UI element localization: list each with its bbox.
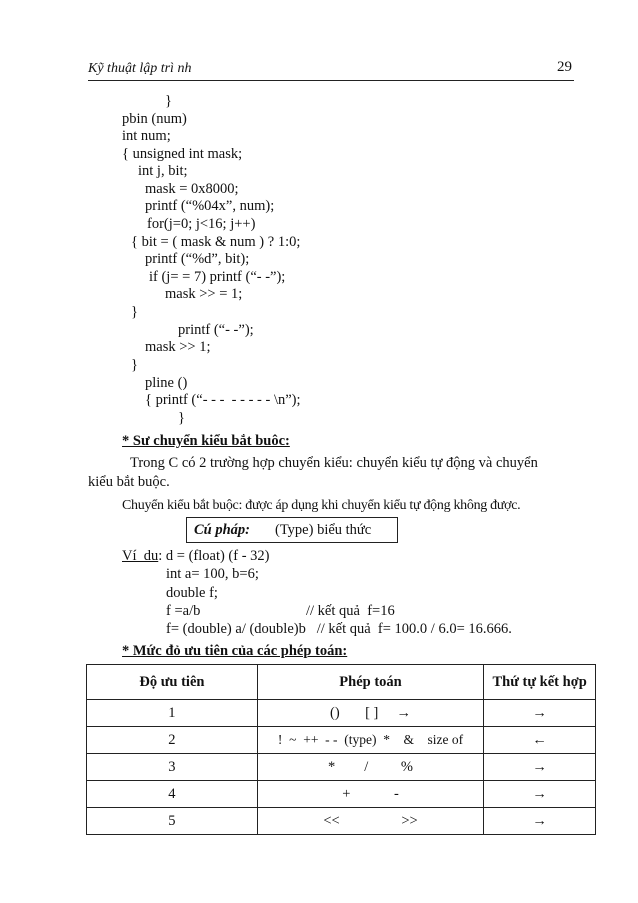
code-line: if (j= = 7) printf (“- -”); [149,269,286,285]
section-heading: * Mức đỏ ưu tiên của các phép toán: [122,643,348,659]
column-header: Phép toán [257,665,483,700]
table-row [87,808,596,835]
code-line: printf (“%d”, bit); [145,251,250,267]
code-line: int num; [122,128,171,144]
page-number: 29 [557,59,572,75]
operators-cell: ! ~ ++ - - (type) * & size of [257,727,483,754]
operators-cell: () [ ] → [257,700,483,727]
code-line: { printf (“- - - - - - - - \n”); [145,392,301,408]
paragraph-line: Chuyển kiểu bắt buộc: được áp dụng khi chuyển kiểu tự động không được. [122,498,521,513]
paragraph-line: Trong C có 2 trường hợp chuyển kiểu: chuyển kiểu tự động và chuyển [130,455,538,471]
paragraph-line: kiểu bắt buộc. [88,474,170,490]
code-line: pbin (num) [122,111,187,127]
table-row [87,754,596,781]
priority-cell: 1 [87,700,258,727]
syntax-label: Cú pháp: [194,522,251,538]
table-row [87,781,596,808]
priority-cell: 2 [87,727,258,754]
code-line: } [178,410,185,426]
code-line: { unsigned int mask; [122,146,243,162]
example-line: f =a/b [166,603,201,619]
code-line: for(j=0; j<16; j++) [147,216,256,232]
table-header-row [87,665,596,700]
code-line: } [131,357,138,373]
syntax-box [186,517,398,543]
associativity-cell: → [484,700,596,727]
page-header [88,58,574,81]
running-title: Kỹ thuật lập trì nh [88,61,192,76]
associativity-cell: → [484,808,596,835]
code-line: printf (“%04x”, num); [145,198,275,214]
operators-cell: << >> [257,808,483,835]
associativity-cell: ← [484,727,596,754]
operators-cell: + - [257,781,483,808]
example-line: int a= 100, b=6; [166,566,259,582]
associativity-cell: → [484,754,596,781]
example-line: f= (double) a/ (double)b // kết quả f= 100.0 / 6.0= 16.666. [166,621,512,637]
example-comment: // kết quả f=16 [306,603,395,619]
priority-cell: 3 [87,754,258,781]
example-text: : d = (float) (f - 32) [158,548,270,564]
associativity-cell: → [484,781,596,808]
example-line: double f; [166,585,218,601]
section-heading: * Sư chuyển kiểu bắt buôc: [122,433,290,449]
code-line: } [131,304,138,320]
column-header: Độ ưu tiên [87,665,258,700]
code-line: mask >> 1; [145,339,211,355]
precedence-table [86,664,596,835]
code-line: int j, bit; [138,163,188,179]
example-line [122,548,270,565]
operators-cell: * / % [257,754,483,781]
priority-cell: 5 [87,808,258,835]
syntax-value: (Type) biểu thức [275,522,372,538]
code-line: mask >> = 1; [165,286,243,302]
table-row [87,700,596,727]
code-line: mask = 0x8000; [145,181,239,197]
code-line: printf (“- -”); [178,322,254,338]
code-line: { bit = ( mask & num ) ? 1:0; [131,234,301,250]
example-label: Ví du [122,548,159,564]
priority-cell: 4 [87,781,258,808]
column-header: Thứ tự kết hợp [484,665,596,700]
code-line: pline () [145,375,188,391]
code-line: } [165,93,172,109]
table-row [87,727,596,754]
